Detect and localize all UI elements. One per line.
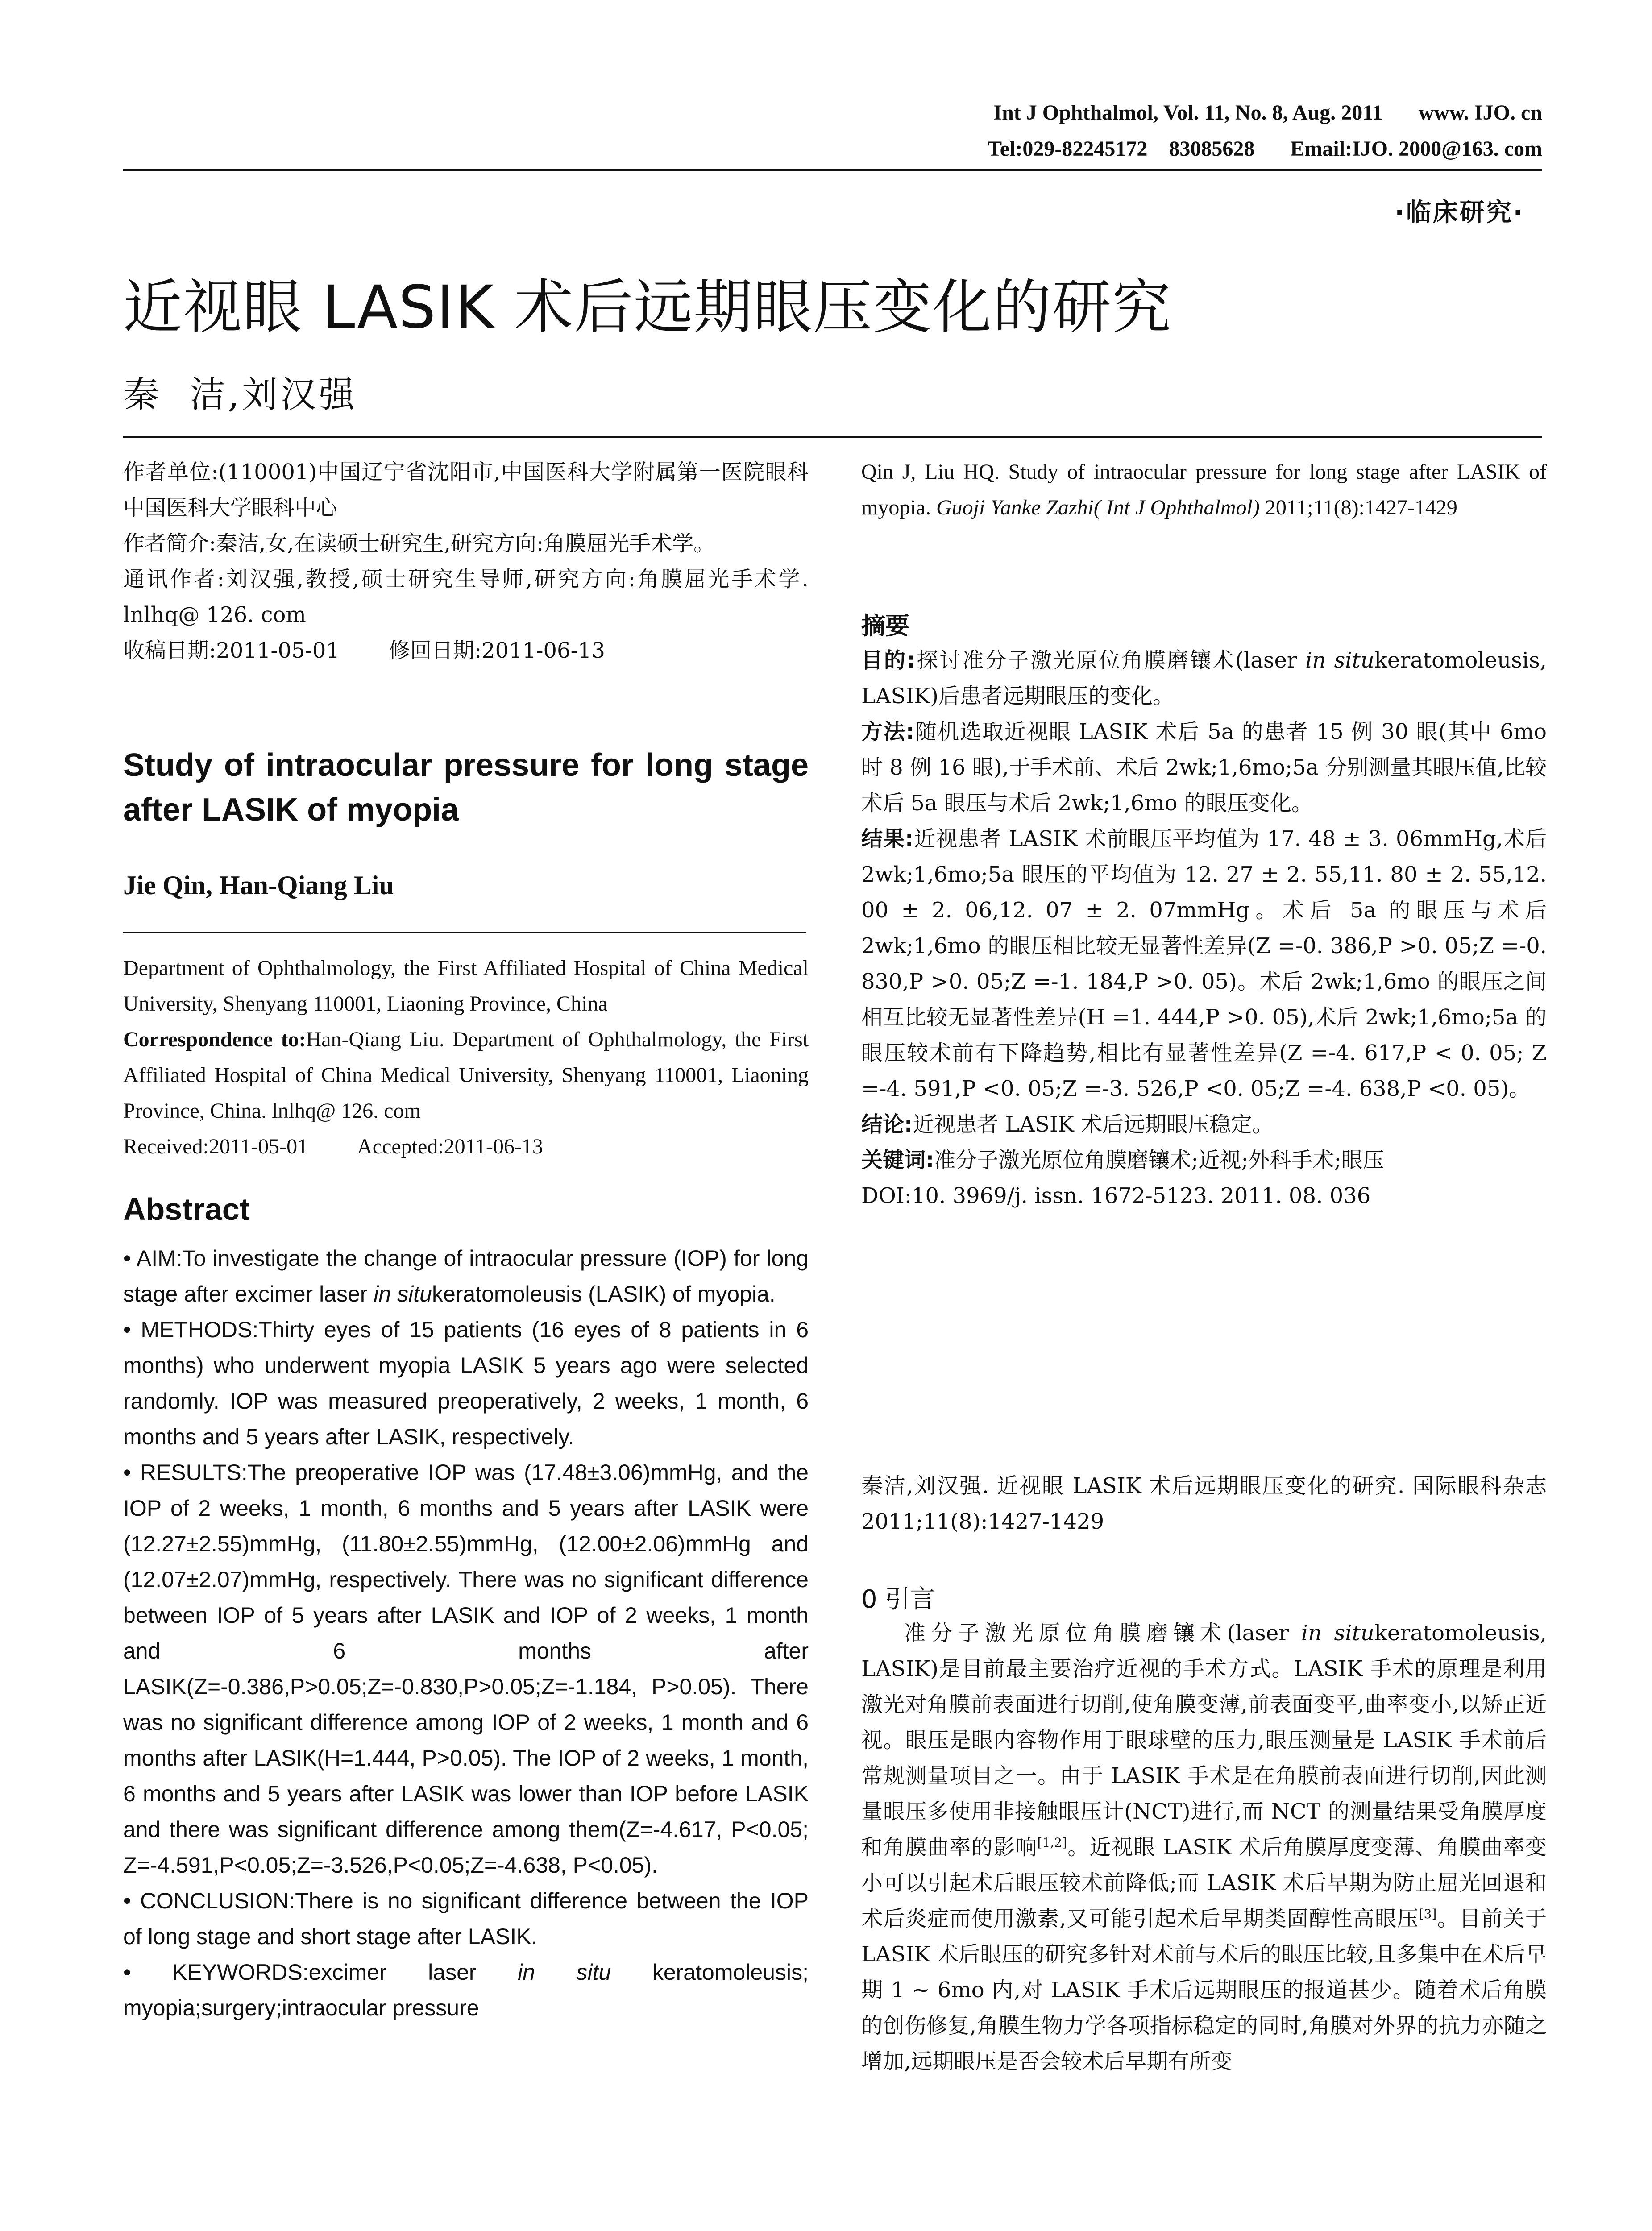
journal-citation: Int J Ophthalmol, Vol. 11, No. 8, Aug. 2011 <box>993 101 1383 124</box>
zy-aim-text-2: keratomoleusis, LASIK)后患者远期眼压的变化。 <box>861 648 1547 709</box>
correspondence <box>123 1022 809 1129</box>
zy-aim-italic: in situ <box>1305 648 1374 673</box>
intro-text-d: 。目前关于 LASIK 术后眼压的研究多针对术前与术后的眼压比较,且多集中在术后早期 1 ~ 6mo 内,对 LASIK 手术后远期眼压的报道甚少。随着术后角膜的创伤修复,角膜生物力学各项指标稳定的同时,角膜对外界的抗力亦随之增加,远期眼压是否会较术后早期有所变 <box>861 1906 1547 2074</box>
citation-cn: 秦洁,刘汉强. 近视眼 LASIK 术后远期眼压变化的研究. 国际眼科杂志 2011;11(8):1427-1429 <box>861 1473 1547 1534</box>
section-tag: ·临床研究· <box>1395 198 1524 227</box>
author-info <box>123 454 809 668</box>
abstract-body <box>123 1240 809 2026</box>
journal-website: www. IJO. cn <box>1418 101 1542 124</box>
abstract-conclusion <box>123 1883 809 1954</box>
aim-label: • AIM: <box>123 1246 183 1271</box>
methods-text: Thirty eyes of 15 patients (16 eyes of 8 patients in 6 months) who underwent myopia LASIK 5 years ago were selected randomly. IOP was measured preoperatively, 2 weeks, 1 month, 6 months and 5 years after LASIK, respectively. <box>123 1317 809 1449</box>
citation-en-volume: 2011;11(8):1427-1429 <box>1259 496 1457 519</box>
zhaiyao-conclusion <box>861 1107 1547 1142</box>
abstract-results <box>123 1455 809 1883</box>
citation-en-journal: Guoji Yanke Zazhi( Int J Ophthalmol) <box>936 496 1260 519</box>
header-rule <box>123 169 1542 171</box>
zy-conclusion-label: 结论: <box>861 1112 913 1137</box>
received-date-cn: 收稿日期:2011-05-01 <box>123 638 340 663</box>
journal-header-line2 <box>988 137 1542 161</box>
corresponding-author-cn: 通讯作者:刘汉强,教授,硕士研究生导师,研究方向:角膜屈光手术学. lnlhq@ 126. com <box>123 567 809 627</box>
author-bio: 作者简介:秦洁,女,在读硕士研究生,研究方向:角膜屈光手术学。 <box>123 531 715 556</box>
ref-1-2[interactable]: [1,2] <box>1037 1835 1067 1850</box>
zy-conclusion-text: 近视患者 LASIK 术后远期眼压稳定。 <box>913 1112 1274 1137</box>
intro-italic: in situ <box>1301 1621 1374 1646</box>
correspondence-text: Han-Qiang Liu. Department of Ophthalmology, the First Affiliated Hospital of China Medical University, Shenyang 110001, Liaoning Province, China. lnlhq@ 126. com <box>123 1028 809 1123</box>
intro-text-c: 。近视眼 LASIK 术后角膜厚度变薄、角膜曲率变小可以引起术后眼压较术前降低;而 LASIK 术后早期为防止屈光回退和术后炎症而使用激素,又可能引起术后早期类固醇性高眼压 <box>861 1835 1547 1931</box>
intro-paragraph <box>861 1615 1547 2079</box>
author-unit: 作者单位:(110001)中国辽宁省沈阳市,中国医科大学附属第一医院眼科 中国医科大学眼科中心 <box>123 460 809 520</box>
aim-text-2: keratomoleusis (LASIK) of myopia. <box>432 1281 776 1306</box>
aim-italic: in situ <box>374 1281 432 1306</box>
zy-keywords-label: 关键词: <box>861 1148 934 1173</box>
conclusion-label: • CONCLUSION: <box>123 1888 295 1913</box>
keywords-label: • KEYWORDS: <box>123 1960 309 1985</box>
correspondence-label: Correspondence to: <box>123 1028 306 1051</box>
revised-date-cn: 修回日期:2011-06-13 <box>388 638 605 663</box>
journal-tel: Tel:029-82245172 83085628 <box>988 137 1255 161</box>
aim-text: To investigate the change of intraocular pressure (IOP) for long stage after excimer laser <box>123 1246 809 1306</box>
authors-rule <box>123 932 806 933</box>
dates-cn <box>123 633 809 668</box>
affiliation-dept: Department of Ophthalmology, the First Affiliated Hospital of China Medical University, Shenyang 110001, Liaoning Province, China <box>123 956 809 1016</box>
article-title-en: Study of intraocular pressure for long stage after LASIK of myopia <box>123 747 809 828</box>
results-label: • RESULTS: <box>123 1460 248 1485</box>
zy-aim-text: 探讨准分子激光原位角膜磨镶术(laser <box>915 648 1306 673</box>
journal-header-line1 <box>993 100 1542 125</box>
intro-heading: 0 引言 <box>861 1585 935 1614</box>
zy-keywords-text: 准分子激光原位角膜磨镶术;近视;外科手术;眼压 <box>934 1148 1384 1173</box>
methods-label: • METHODS: <box>123 1317 259 1342</box>
conclusion-text: There is no significant difference between the IOP of long stage and short stage after LASIK. <box>123 1888 809 1949</box>
zy-methods-text: 随机选取近视眼 LASIK 术后 5a 的患者 15 例 30 眼(其中 6mo 时 8 例 16 眼),于手术前、术后 2wk;1,6mo;5a 分别测量其眼压值,比较术后 5a 眼压与术后 2wk;1,6mo 的眼压变化。 <box>861 719 1547 816</box>
article-authors-cn: 秦 洁,刘汉强 <box>123 374 357 415</box>
ref-3[interactable]: [3] <box>1419 1907 1437 1921</box>
received-date-en: Received:2011-05-01 <box>123 1135 308 1158</box>
citation-en-text: Qin J, Liu HQ. Study of intraocular pressure for long stage after LASIK of myopia. <box>861 460 1547 519</box>
citation-en <box>861 454 1547 526</box>
doi: DOI:10. 3969/j. issn. 1672-5123. 2011. 08. 036 <box>861 1183 1371 1208</box>
keywords-text-2: keratomoleusis; myopia;surgery;intraocular pressure <box>123 1960 809 2020</box>
article-title-cn: 近视眼 LASIK 术后远期眼压变化的研究 <box>123 273 1172 342</box>
keywords-text: excimer laser <box>308 1960 518 1985</box>
accepted-date-en: Accepted:2011-06-13 <box>357 1135 543 1158</box>
intro-body <box>861 1615 1547 2079</box>
results-text: The preoperative IOP was (17.48±3.06)mmHg, and the IOP of 2 weeks, 1 month, 6 months and 5 years after LASIK were (12.27±2.55)mmHg, (11.80±2.55)mmHg, (12.00±2.06)mmHg and (12.07±2.07)mmHg, respectively. There was no significant difference between IOP of 5 years after LASIK and IOP of 2 weeks, 1 month and 6 months after LASIK(Z=-0.386,P>0.05;Z=-0.830,P>0.05;Z=-1.184, P>0.05). There was no significant difference among IOP of 2 weeks, 1 month and 6 months after LASIK(H=1.444, P>0.05). The IOP of 2 weeks, 1 month, 6 months and 5 years after LASIK was lower than IOP before LASIK and there was significant difference among them(Z=-4.617, P<0.05; Z=-4.591,P<0.05;Z=-3.526,P<0.05;Z=-4.638, P<0.05). <box>123 1460 809 1878</box>
zhaiyao-methods <box>861 714 1547 821</box>
article-authors-en: Jie Qin, Han-Qiang Liu <box>123 871 394 900</box>
zhaiyao-body <box>861 643 1547 1214</box>
zy-methods-label: 方法: <box>861 719 915 744</box>
keywords-italic: in situ <box>518 1960 611 1985</box>
zy-results-label: 结果: <box>861 826 914 851</box>
abstract-keywords <box>123 1954 809 2026</box>
abstract-aim <box>123 1240 809 1312</box>
zhaiyao-aim <box>861 643 1547 714</box>
zhaiyao-results <box>861 821 1547 1107</box>
zy-aim-label: 目的: <box>861 648 916 673</box>
abstract-methods <box>123 1312 809 1455</box>
affiliation-block <box>123 950 809 1165</box>
zhaiyao-keywords <box>861 1142 1547 1178</box>
abstract-heading: Abstract <box>123 1192 250 1227</box>
zhaiyao-heading: 摘要 <box>861 612 909 640</box>
dates-en <box>123 1129 809 1165</box>
zy-results-text: 近视患者 LASIK 术前眼压平均值为 17. 48 ± 3. 06mmHg,术后 2wk;1,6mo;5a 眼压的平均值为 12. 27 ± 2. 55,11. 80 ± 2. 55,12. 00 ± 2. 06,12. 07 ± 2. 07mmHg。术后 5a 的眼压与术后 2wk;1,6mo 的眼压相比较无显著性差异(Z =-0. 386,P >0. 05;Z =-0. 830,P >0. 05;Z =-1. 184,P >0. 05)。术后 2wk;1,6mo 的眼压之间相互比较无显著性差异(H =1. 444,P >0. 05),术后 2wk;1,6mo;5a 的眼压较术前有下降趋势,相比有显著性差异(Z =-4. 617,P < 0. 05; Z =-4. 591,P <0. 05;Z =-3. 526,P <0. 05;Z =-4. 638,P <0. 05)。 <box>861 826 1547 1101</box>
intro-text-a: 准分子激光原位角膜磨镶术(laser <box>904 1621 1301 1646</box>
title-rule <box>123 436 1542 438</box>
journal-email: Email:IJO. 2000@163. com <box>1290 137 1542 161</box>
intro-text-b: keratomoleusis, LASIK)是目前最主要治疗近视的手术方式。LASIK 手术的原理是利用激光对角膜前表面进行切削,使角膜变薄,前表面变平,曲率变小,以矫正近视。眼压是眼内容物作用于眼球壁的压力,眼压测量是 LASIK 手术前后常规测量项目之一。由于 LASIK 手术是在角膜前表面进行切削,因此测量眼压多使用非接触眼压计(NCT)进行,而 NCT 的测量结果受角膜厚度和角膜曲率的影响 <box>861 1621 1547 1860</box>
